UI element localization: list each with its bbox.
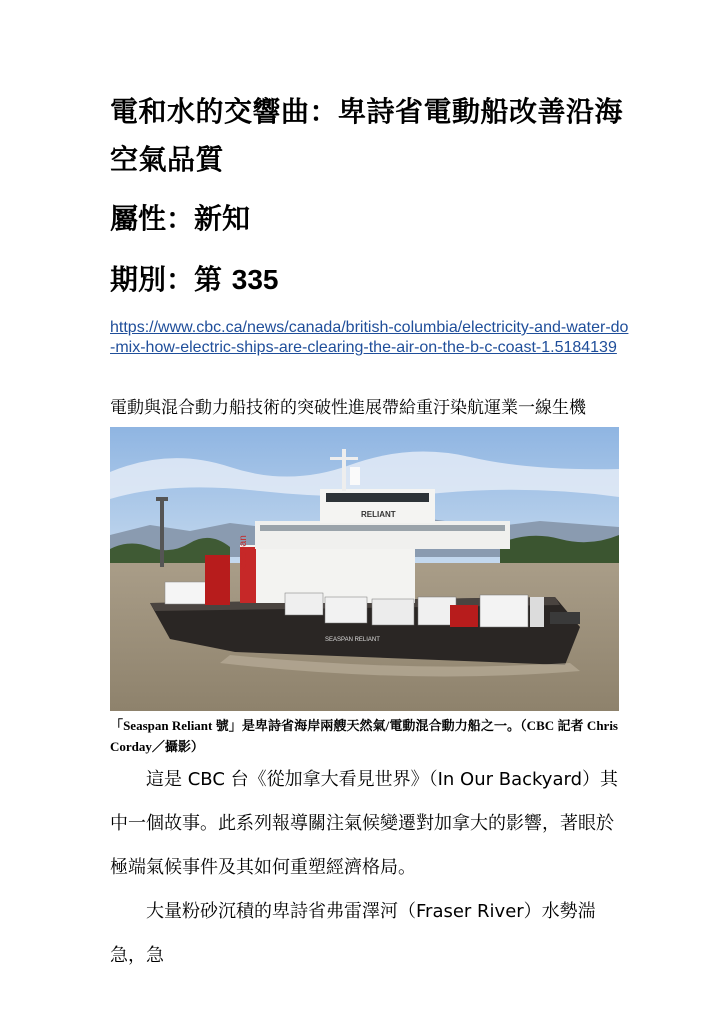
photo-caption: 「Seaspan Reliant 號」是卑詩省海岸兩艘天然氣/電動混合動力船之一。（CBC 記者 Chris Corday／攝影） — [110, 718, 618, 754]
hull-name: SEASPAN RELIANT — [325, 637, 380, 643]
body-paragraph-1 — [110, 758, 620, 890]
article-title: 電和水的交響曲：卑詩省電動船改善沿海空氣品質 — [110, 95, 624, 176]
body-paragraph-1-text: 這是 CBC 台《從加拿大看見世界》（In Our Backyard）其中一個故事。此系列報導關注氣候變遷對加拿大的影響，著眼於極端氣候事件及其如何重塑經濟格局。 — [110, 769, 618, 878]
article-summary: 電動與混合動力船技術的突破性進展帶給重汙染航運業一線生機 — [110, 398, 586, 418]
issue-label — [110, 258, 278, 298]
body-paragraph-2 — [110, 890, 620, 978]
issue-prefix: 期別：第 — [110, 263, 223, 296]
attribute-label: 屬性：新知 — [110, 202, 251, 235]
source-link[interactable]: https://www.cbc.ca/news/canada/british-columbia/electricity-and-water-do-mix-how-electric-ships-are-clearing-the-air-on-the-b-c-coast-1.5184139 — [110, 319, 629, 356]
bridge-ship-name: RELIANT — [361, 510, 396, 519]
issue-number: 335 — [231, 264, 279, 295]
hull-brand: seaspan — [238, 535, 249, 573]
body-paragraph-2-text: 大量粉砂沉積的卑詩省弗雷澤河（Fraser River）水勢湍急，急 — [110, 901, 596, 966]
ferry-photo — [110, 427, 619, 711]
